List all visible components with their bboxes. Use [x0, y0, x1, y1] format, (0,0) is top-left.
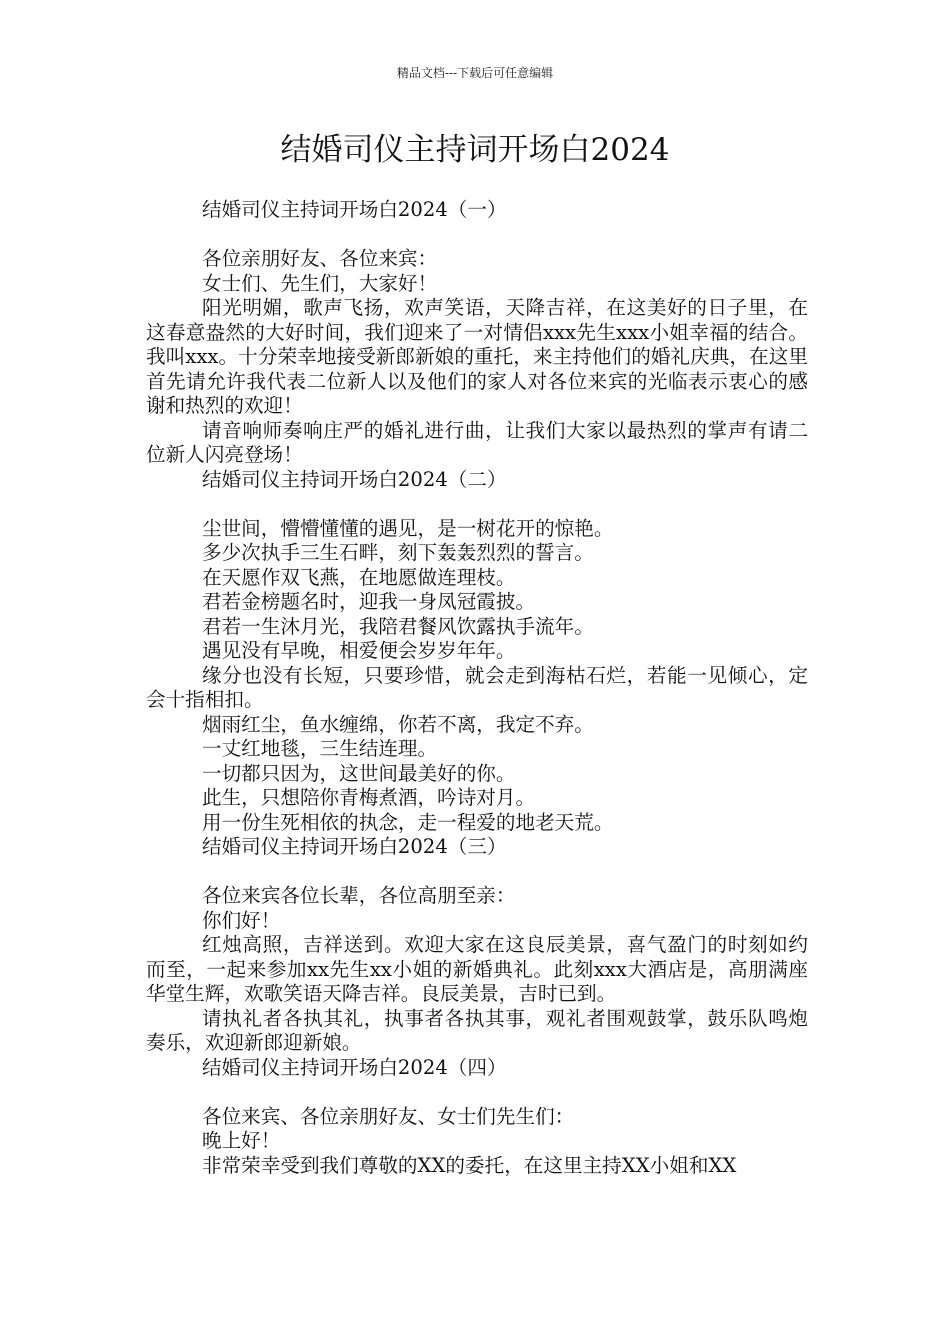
blank-line [146, 860, 808, 885]
paragraph: 结婚司仪主持词开场白2024（四） [202, 1055, 507, 1079]
paragraph: 各位来宾各位长辈，各位高朋至亲： [202, 884, 516, 907]
page-header: 精品文档---下载后可任意编辑 [396, 66, 554, 80]
paragraph: 此生，只想陪你青梅煮酒，吟诗对月。 [202, 786, 536, 809]
paragraph: 各位来宾、各位亲朋好友、女士们先生们： [202, 1104, 575, 1128]
paragraph: 用一份生死相依的执念，走一程爱的地老天荒。 [202, 810, 614, 834]
paragraph: 女士们、先生们，大家好！ [202, 271, 438, 295]
paragraph: 在天愿作双飞燕，在地愿做连理枝。 [202, 565, 516, 589]
document-title: 结婚司仪主持词开场白2024 [280, 132, 670, 168]
paragraph: 尘世间，懵懵懂懂的遇见，是一树花开的惊艳。 [202, 516, 614, 540]
blank-line [146, 223, 808, 248]
paragraph: 阳光明媚，歌声飞扬，欢声笑语，天降吉祥，在这美好的日子里，在这春意盎然的大好时间，我们迎来了一对情侣xxx先生xxx小姐幸福的结合。我叫xxx。十分荣幸地接受新郎新娘的重托，来主持他们的婚礼庆典，在这里首先请允许我代表二位新人以及他们的家人对各位来宾的光临表示衷心的感谢和热烈的欢迎！ [146, 296, 808, 417]
paragraph: 晚上好！ [202, 1129, 281, 1152]
paragraph: 红烛高照，吉祥送到。欢迎大家在这良辰美景，喜气盈门的时刻如约而至，一起来参加xx先生xx小姐的新婚典礼。此刻xxx大酒店是，高朋满座华堂生辉，欢歌笑语天降吉祥。良辰美景，吉时已到。 [146, 933, 808, 1005]
paragraph: 结婚司仪主持词开场白2024（一） [202, 198, 507, 221]
document-body [146, 198, 808, 1178]
paragraph: 结婚司仪主持词开场白2024（二） [202, 467, 507, 491]
paragraph: 一丈红地毯，三生结连理。 [202, 737, 438, 760]
paragraph: 各位亲朋好友、各位来宾： [202, 247, 438, 270]
paragraph: 多少次执手三生石畔，刻下轰轰烈烈的誓言。 [202, 541, 594, 564]
paragraph: 君若金榜题名时，迎我一身凤冠霞披。 [202, 590, 536, 613]
blank-line [146, 492, 808, 517]
paragraph: 请音响师奏响庄严的婚礼进行曲，让我们大家以最热烈的掌声有请二位新人闪亮登场！ [146, 418, 808, 466]
paragraph: 你们好！ [202, 908, 281, 932]
paragraph: 缘分也没有长短，只要珍惜，就会走到海枯石烂，若能一见倾心，定会十指相扣。 [146, 663, 808, 711]
paragraph: 君若一生沐月光，我陪君餐风饮露执手流年。 [202, 614, 594, 638]
paragraph: 烟雨红尘，鱼水缠绵，你若不离，我定不弃。 [202, 712, 594, 736]
paragraph: 一切都只因为，这世间最美好的你。 [202, 761, 516, 785]
paragraph: 非常荣幸受到我们尊敬的XX的委托，在这里主持XX小姐和XX [202, 1153, 737, 1177]
paragraph: 结婚司仪主持词开场白2024（三） [202, 835, 507, 858]
paragraph: 请执礼者各执其礼，执事者各执其事，观礼者围观鼓掌，鼓乐队鸣炮奏乐，欢迎新郎迎新娘。 [146, 1006, 808, 1054]
blank-line [146, 1080, 808, 1105]
paragraph: 遇见没有早晚，相爱便会岁岁年年。 [202, 639, 516, 662]
